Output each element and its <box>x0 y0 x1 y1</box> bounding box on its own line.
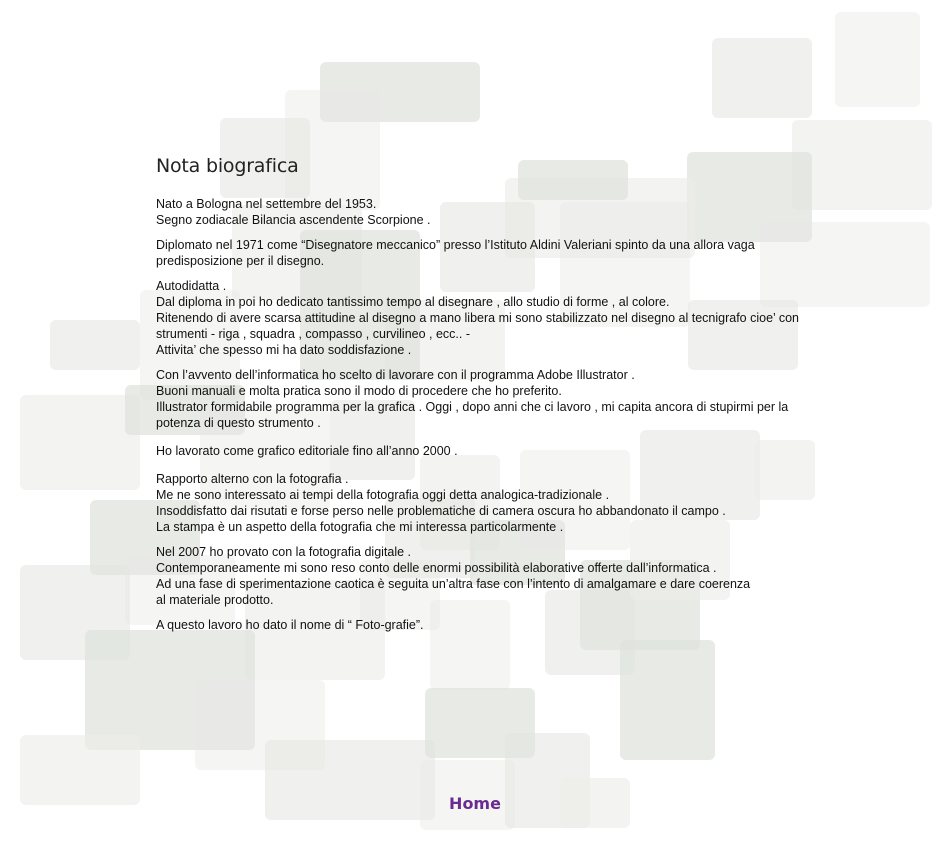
background-square <box>20 395 140 490</box>
bio-line: Con l’avvento dell’informatica ho scelto di lavorare con il programma Adobe Illustrator . <box>156 368 635 382</box>
bio-paragraph <box>156 471 846 535</box>
bio-paragraph <box>156 617 846 633</box>
background-square <box>620 640 715 760</box>
bio-paragraph <box>156 544 846 608</box>
bio-line: Ad una fase di sperimentazione caotica è seguita un’altra fase con l’intento di amalgamare e dare coerenza <box>156 577 751 591</box>
bio-line: potenza di questo strumento . <box>156 416 321 430</box>
bio-paragraph <box>156 237 846 269</box>
bio-line: Insoddisfatto dai risutati e forse perso nelle problematiche di camera oscura ho abbandonato il campo . <box>156 504 726 518</box>
bio-line: Me ne sono interessato ai tempi della fotografia oggi detta analogica-tradizionale . <box>156 488 610 502</box>
bio-paragraph <box>156 278 846 358</box>
bio-section <box>156 155 846 642</box>
bio-line: Contemporaneamente mi sono reso conto delle enormi possibilità elaborative offerte dall’informatica . <box>156 561 717 575</box>
bio-line: Diplomato nel 1971 come “Disegnatore meccanico” presso l’Istituto Aldini Valeriani spinto da una allora vaga <box>156 238 755 252</box>
bio-line: La stampa è un aspetto della fotografia che mi interessa particolarmente . <box>156 520 564 534</box>
bio-line: Nato a Bologna nel settembre del 1953. <box>156 197 377 211</box>
bio-line: Rapporto alterno con la fotografia . <box>156 472 349 486</box>
background-square <box>835 12 920 107</box>
bio-paragraph <box>156 196 846 228</box>
bio-line: Attivita’ che spesso mi ha dato soddisfazione . <box>156 343 412 357</box>
page-title: Nota biografica <box>156 155 299 177</box>
bio-text <box>156 196 846 633</box>
bio-line: predisposizione per il disegno. <box>156 254 325 268</box>
background-square <box>712 38 812 118</box>
bio-line: strumenti - riga , squadra , compasso , curvilineo , ecc.. - <box>156 327 471 341</box>
bio-line: A questo lavoro ho dato il nome di “ Foto-grafie”. <box>156 618 424 632</box>
bio-line: Buoni manuali e molta pratica sono il modo di procedere che ho preferito. <box>156 384 562 398</box>
background-square <box>50 320 140 370</box>
bio-line: Dal diploma in poi ho dedicato tantissimo tempo al disegnare , allo studio di forme , al colore. <box>156 295 670 309</box>
bio-line: Segno zodiacale Bilancia ascendente Scorpione . <box>156 213 431 227</box>
bio-paragraph <box>156 443 846 459</box>
home-link[interactable]: Home <box>449 794 501 813</box>
bio-line: Autodidatta . <box>156 279 227 293</box>
bio-line: Ritenendo di avere scarsa attitudine al disegno a mano libera mi sono stabilizzato nel disegno al tecnigrafo cioe’ con <box>156 311 799 325</box>
bio-line: Ho lavorato come grafico editoriale fino all’anno 2000 . <box>156 444 458 458</box>
bio-line: Nel 2007 ho provato con la fotografia digitale . <box>156 545 412 559</box>
bio-line: Illustrator formidabile programma per la grafica . Oggi , dopo anni che ci lavoro , mi capita ancora di stupirmi per la <box>156 400 789 414</box>
bio-paragraph <box>156 367 846 431</box>
bio-line: al materiale prodotto. <box>156 593 274 607</box>
